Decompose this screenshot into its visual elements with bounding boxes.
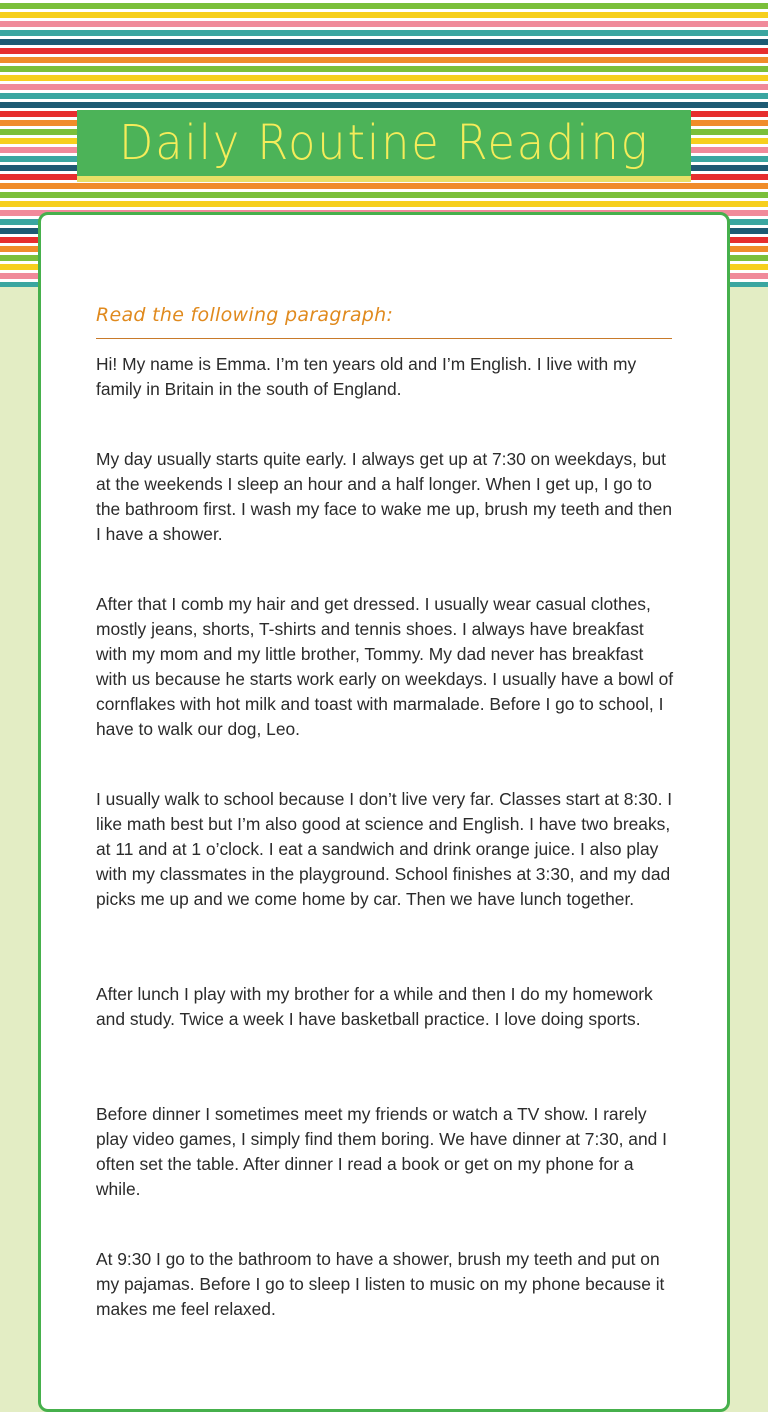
reading-paragraph: At 9:30 I go to the bathroom to have a shower, brush my teeth and put on my pajamas. Before I go to sleep I listen to music on my phone because it makes me feel relaxed. bbox=[96, 1249, 665, 1319]
page-title: Daily Routine Reading bbox=[118, 115, 650, 171]
reading-paragraph: I usually walk to school because I don’t live very far. Classes start at 8:30. I like math best but I’m also good at science and English. I have two breaks, at 11 and at 1 o’clock. I eat a sandwich and drink orange juice. I also play with my classmates in the playground. School finishes at 3:30, and my dad picks me up and we come home by car. Then we have lunch together. bbox=[96, 789, 673, 909]
section-heading: Read the following paragraph: bbox=[96, 304, 672, 339]
title-banner bbox=[77, 110, 691, 182]
reading-paragraph: After lunch I play with my brother for a while and then I do my homework and study. Twice a week I have basketball practice. I love doing sports. bbox=[96, 984, 653, 1029]
reading-paragraph: After that I comb my hair and get dressed. I usually wear casual clothes, mostly jeans, shorts, T-shirts and tennis shoes. I always have breakfast with my mom and my little brother, Tommy. My dad never has breakfast with us because he starts work early on weekdays. I usually have a bowl of cornflakes with hot milk and toast with marmalade. Before I go to school, I have to walk our dog, Leo. bbox=[96, 594, 674, 739]
reading-paragraph: Before dinner I sometimes meet my friends or watch a TV show. I rarely play video games, I simply find them boring. We have dinner at 7:30, and I often set the table. After dinner I read a book or get on my phone for a while. bbox=[96, 1104, 667, 1199]
reading-paragraph: My day usually starts quite early. I always get up at 7:30 on weekdays, but at the weekends I sleep an hour and a half longer. When I get up, I go to the bathroom first. I wash my face to wake me up, brush my teeth and then I have a shower. bbox=[96, 449, 673, 544]
reading-paragraph: Hi! My name is Emma. I’m ten years old and I’m English. I live with my family in Britain in the south of England. bbox=[96, 354, 637, 399]
